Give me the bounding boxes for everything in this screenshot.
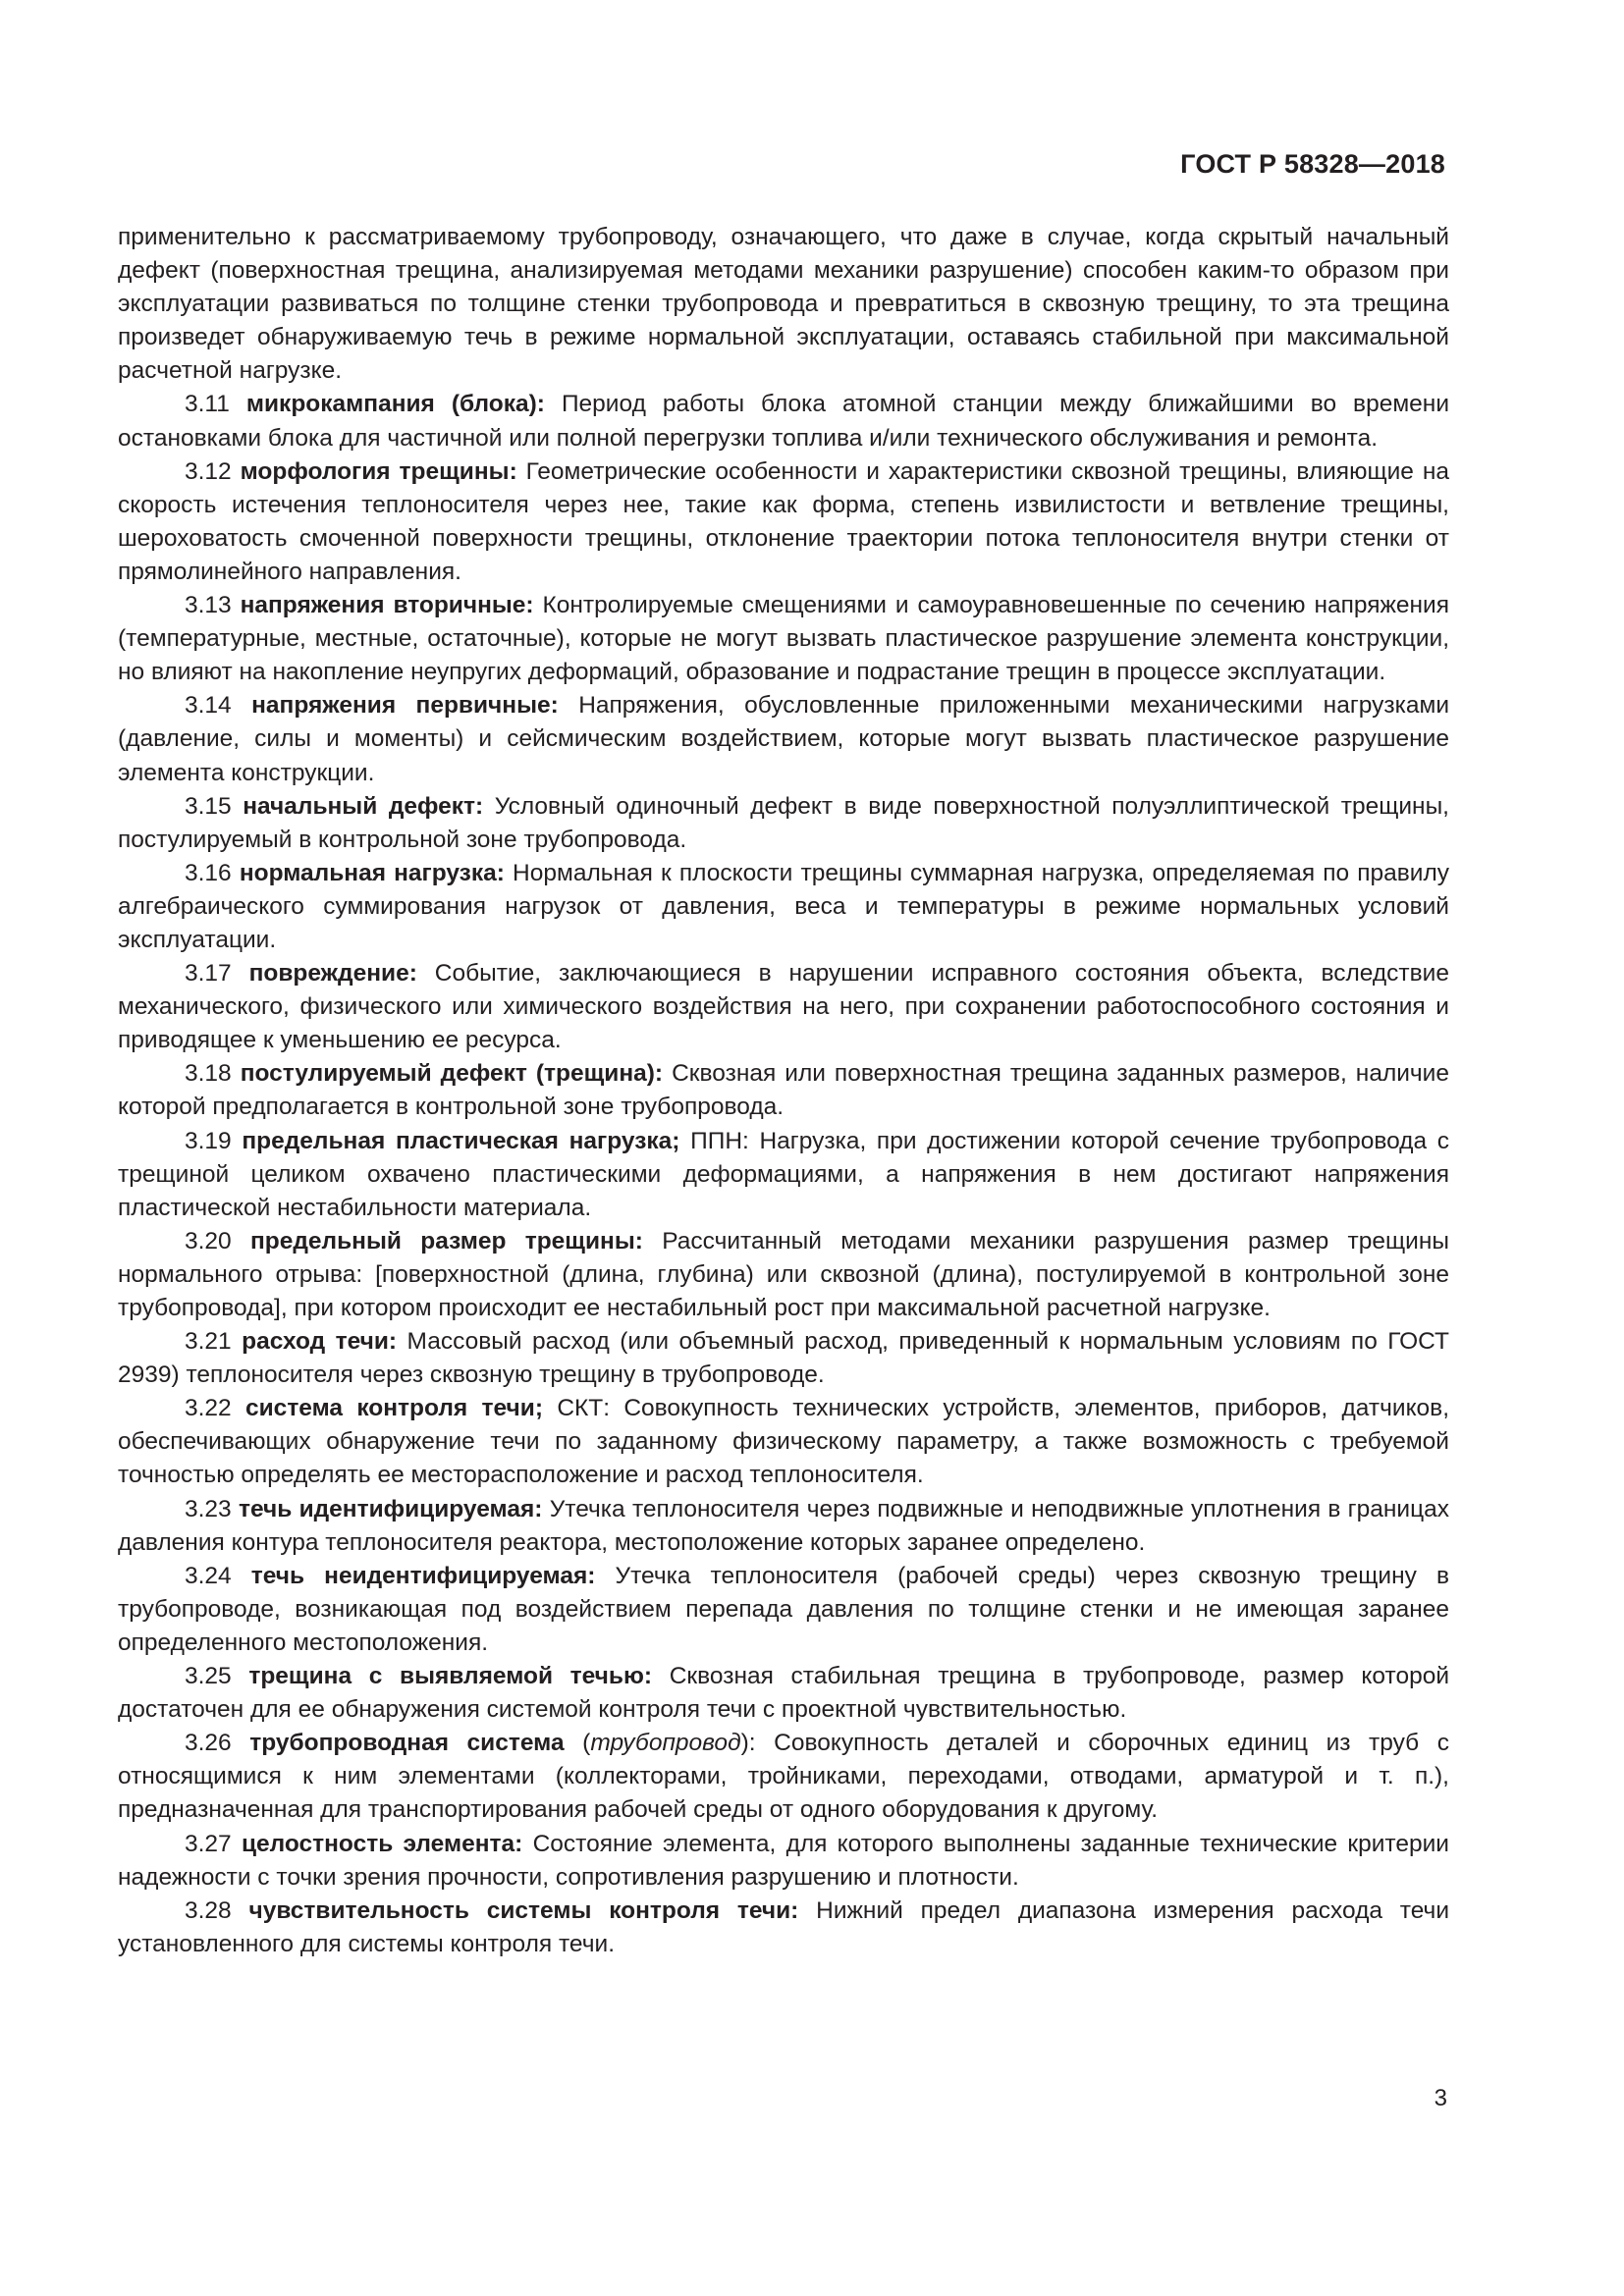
term: повреждение:: [248, 960, 417, 988]
term: постулируемый дефект (трещина):: [240, 1060, 664, 1088]
clause-number: 3.11: [185, 391, 230, 418]
definition-text: Рассчитанный методами механики разрушения размер трещины нормального отрыва: [поверхностной (длина, глубина) или сквозной (длина), постулируемой в контрольной зоне трубопровода], при котором происходит ее нестабильный рост при максимальной расчетной нагрузке.: [118, 1227, 1450, 1321]
clause-number: 3.22: [185, 1395, 232, 1422]
clause-number: 3.25: [185, 1663, 232, 1690]
term: предельный размер трещины:: [249, 1227, 643, 1255]
definition-3-11: [118, 388, 1449, 454]
clause-number: 3.12: [185, 457, 232, 485]
document-body: [118, 221, 1449, 1961]
document-header: ГОСТ Р 58328—2018: [1180, 149, 1445, 179]
definition-text: Условный одиночный дефект в виде поверхностной полуэллиптической трещины, постулируемый в контрольной зоне трубопровода.: [118, 792, 1449, 853]
definition-text: Событие, заключающиеся в нарушении исправного состояния объекта, вследствие механического, физического или химического воздействия на него, при сохранении работоспособного состояния и приводящее к уменьшению ее ресурса.: [118, 960, 1449, 1054]
term: течь идентифицируемая:: [238, 1495, 543, 1522]
term-synonym: трубопровод: [590, 1730, 741, 1757]
term: предельная пластическая нагрузка;: [242, 1127, 680, 1154]
term: расход течи:: [242, 1328, 398, 1356]
term: микрокампания (блока):: [245, 391, 545, 418]
term: целостность элемента:: [241, 1830, 523, 1857]
definition-text: Нормальная к плоскости трещины суммарная нагрузка, определяемая по правилу алгебраического суммирования нагрузок от давления, веса и температуры в режиме нормальных условий эксплуатации.: [118, 859, 1449, 953]
definition-text: Утечка теплоносителя (рабочей среды) через сквозную трещину в трубопроводе, возникающая под воздействием перепада давления по толщине стенки и не имеющая заранее определенного местоположения.: [118, 1562, 1449, 1656]
term: нормальная нагрузка:: [239, 859, 505, 886]
definition-text: Сквозная стабильная трещина в трубопроводе, размер которой достаточен для ее обнаружения системой контроля течи с проектной чувствительностью.: [118, 1663, 1450, 1724]
term: чувствительность системы контроля течи:: [248, 1896, 799, 1924]
clause-number: 3.14: [185, 692, 232, 720]
definition-3-26: 3.26 трубопроводная система (трубопровод): Совокупность деталей и сборочных единиц из труб с относящимися к ним элементами (коллекторами, тройниками, переходами, отводами, арматурой и т. п.), предназначенная для транспортирования рабочей среды от одного оборудования к другому.: [118, 1730, 1449, 1824]
definition-text: Сквозная или поверхностная трещина заданных размеров, наличие которой предполагается в контрольной зоне трубопровода.: [118, 1060, 1449, 1121]
clause-number: 3.27: [185, 1830, 232, 1857]
page-number: 3: [1434, 2085, 1447, 2111]
clause-number: 3.19: [185, 1127, 232, 1154]
term: трещина с выявляемой течью:: [248, 1663, 653, 1690]
paragraph-text: применительно к рассматриваемому трубопроводу, означающего, что даже в случае, когда скрытый начальный дефект (поверхностная трещина, анализируемая методами механики разрушение) способен каким-то образом при эксплуатации развиваться по толщине стенки трубопровода и превратиться в сквозную трещину, то эта трещина произведет обнаруживаемую течь в режиме нормальной эксплуатации, оставаясь стабильной при максимальной расчетной нагрузке.: [118, 224, 1449, 385]
clause-number: 3.26: [185, 1730, 232, 1757]
definition-text: ППН: Нагрузка, при достижении которой сечение трубопровода с трещиной целиком охвачено пластическими деформациями, а напряжения в нем достигают напряжения пластической нестабильности материала.: [118, 1127, 1449, 1221]
term: трубопроводная система: [249, 1730, 565, 1757]
definition-3-12: [118, 455, 1449, 589]
paragraph-continuation: [118, 221, 1449, 388]
term: напряжения вторичные:: [240, 592, 534, 619]
definition-3-22: [118, 1392, 1449, 1492]
clause-number: 3.28: [185, 1896, 232, 1924]
definition-3-13: [118, 589, 1449, 689]
term: морфология трещины:: [240, 457, 517, 485]
clause-number: 3.18: [185, 1060, 232, 1088]
definition-text: Геометрические особенности и характеристики сквозной трещины, влияющие на скорость истечения теплоносителя через нее, такие как форма, степень извилистости и ветвление трещины, шероховатость смоченной поверхности трещины, отклонение траектории потока теплоносителя внутри стенки от прямолинейного направления.: [118, 457, 1449, 585]
clause-number: 3.16: [185, 859, 232, 886]
definition-text: Период работы блока атомной станции между ближайшими во времени остановками блока для частичной или полной перегрузки топлива и/или технического обслуживания и ремонта.: [118, 391, 1450, 452]
definition-text: Напряжения, обусловленные приложенными механическими нагрузками (давление, силы и моменты) и сейсмическим воздействием, которые могут вызвать пластическое разрушение элемента конструкции.: [118, 692, 1450, 786]
clause-number: 3.13: [185, 592, 232, 619]
clause-number: 3.23: [185, 1495, 232, 1522]
clause-number: 3.17: [185, 960, 232, 988]
definition-3-17: [118, 957, 1449, 1057]
definition-text: Нижний предел диапазона измерения расхода течи установленного для системы контроля течи.: [118, 1896, 1449, 1957]
definition-text: Совокупность деталей и сборочных единиц из труб с относящимися к ним элементами (коллекторами, тройниками, переходами, отводами, арматурой и т. п.), предназначенная для транспортирования рабочей среды от одного оборудования к другому.: [118, 1730, 1449, 1824]
term: начальный дефект:: [243, 792, 484, 820]
definition-3-28: [118, 1895, 1449, 1961]
term: напряжения первичные:: [251, 692, 559, 720]
definition-3-16: [118, 857, 1449, 957]
definition-3-18: [118, 1057, 1449, 1124]
clause-number: 3.20: [185, 1227, 232, 1255]
term: течь неидентифицируемая:: [250, 1562, 596, 1589]
definition-text: Состояние элемента, для которого выполнены заданные технические критерии надежности с точки зрения прочности, сопротивления разрушению и плотности.: [118, 1830, 1449, 1891]
definition-3-24: [118, 1560, 1449, 1660]
definition-3-15: [118, 790, 1449, 857]
definition-3-19: [118, 1125, 1449, 1225]
definition-3-20: [118, 1225, 1449, 1325]
clause-number: 3.21: [185, 1328, 232, 1356]
clause-number: 3.24: [185, 1562, 232, 1589]
clause-number: 3.15: [185, 792, 232, 820]
term: система контроля течи;: [245, 1395, 543, 1422]
definition-3-21: [118, 1325, 1449, 1392]
definition-text: Массовый расход (или объемный расход, приведенный к нормальным условиям по ГОСТ 2939) теплоносителя через сквозную трещину в трубопроводе.: [118, 1328, 1450, 1389]
definition-text: СКТ: Совокупность технических устройств, элементов, приборов, датчиков, обеспечивающих обнаружение течи по заданному физическому параметру, а также возможность с требуемой точностью определять ее месторасположение и расход теплоносителя.: [118, 1395, 1450, 1489]
definition-3-14: [118, 689, 1449, 789]
definition-3-25: [118, 1660, 1449, 1727]
definition-text: Контролируемые смещениями и самоуравновешенные по сечению напряжения (температурные, местные, остаточные), которые не могут вызвать пластическое разрушение элемента конструкции, но влияют на накопление неупругих деформаций, образование и подрастание трещин в процессе эксплуатации.: [118, 592, 1449, 686]
definition-text: Утечка теплоносителя через подвижные и неподвижные уплотнения в границах давления контура теплоносителя реактора, местоположение которых заранее определено.: [118, 1495, 1449, 1556]
definition-3-23: [118, 1493, 1449, 1560]
definition-3-27: [118, 1828, 1449, 1895]
